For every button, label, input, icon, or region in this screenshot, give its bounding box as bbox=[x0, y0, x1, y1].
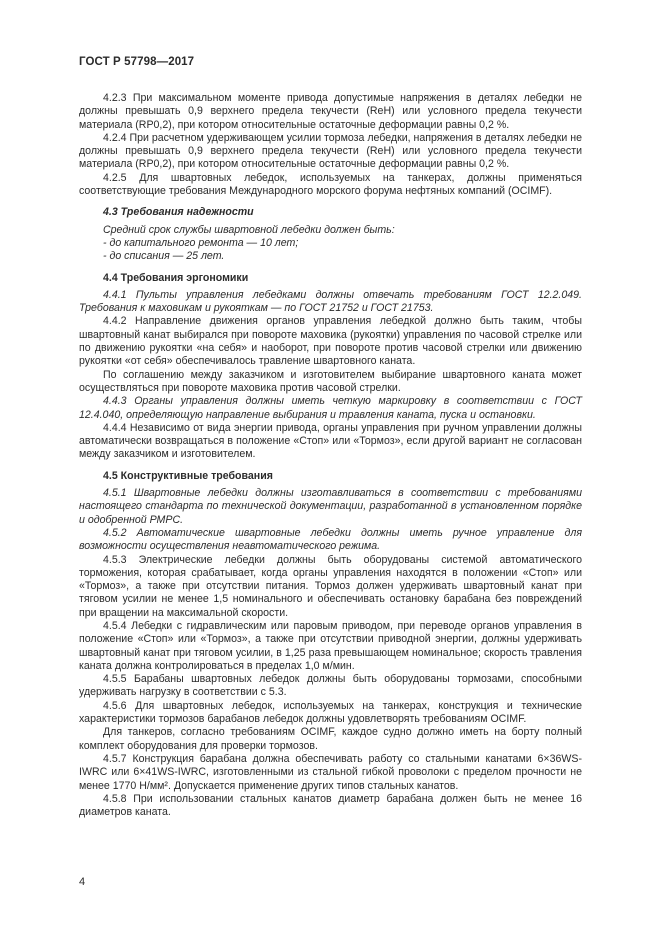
paragraph-4-5-8: 4.5.8 При использовании стальных канатов диаметр барабана должен быть не менее 16 диаметров каната. bbox=[79, 792, 582, 819]
list-item-capital-repair: - до капитального ремонта — 10 лет; bbox=[103, 236, 299, 249]
paragraph-4-2-5: 4.2.5 Для швартовных лебедок, используемых на танкерах, должны применяться соответствующие требования Международного морского форума нефтяных компаний (OCIMF). bbox=[79, 171, 582, 198]
paragraph-4-5-6-note: Для танкеров, согласно требованиям OCIMF, каждое судно должно иметь на борту полный комплект оборудования для проверки тормозов. bbox=[79, 726, 582, 752]
paragraph-4-5-6: 4.5.6 Для швартовных лебедок, используемых на танкерах, конструкция и технические характеристики тормозов барабанов лебедок должны удовлетворять требованиям OCIMF. bbox=[79, 699, 582, 726]
paragraph-4-2-3: 4.2.3 При максимальном моменте привода допустимые напряжения в деталях лебедки не должны превышать 0,9 верхнего предела текучести (ReH) или условного предела текучести материала (RP0,2), при котором относительные остаточные деформации равны 0,2 %. bbox=[79, 92, 582, 131]
paragraph-4-5-1: 4.5.1 Швартовные лебедки должны изготавливаться в соответствии с требованиями настоящего стандарта по технической документации, разработанной в установленном порядке и одобренной РМРС. bbox=[79, 487, 582, 526]
paragraph-4-4-3: 4.4.3 Органы управления должны иметь четкую маркировку в соответствии с ГОСТ 12.4.040, определяющую направление выбирания и травления каната, пуска и остановки. bbox=[79, 395, 582, 421]
paragraph-4-4-2: 4.4.2 Направление движения органов управления лебедкой должно быть таким, чтобы швартовный канат выбирался при повороте маховика (рукоятки) управления по часовой стрелке или по движению рукоятки «на себя» и наоборот, при повороте против часовой стрелки или движению рукоятки «от себя» обеспечивалось травление швартовного каната. bbox=[79, 315, 582, 368]
paragraph-4-4-4: 4.4.4 Независимо от вида энергии привода, органы управления при ручном управлении должны автоматически возвращаться в положение «Стоп» или «Тормоз», если другой вариант не согласован между заказчиком и изготовителем. bbox=[79, 421, 582, 461]
paragraph-4-5-4: 4.5.4 Лебедки с гидравлическим или паровым приводом, при переводе органов управления в положение «Стоп» или «Тормоз», а также при отсутствии приводной энергии, должны удерживать швартовный канат при тяговом усилии, в 1,25 раза превышающем номинальное; скорость травления каната должна контролироваться в пределах 1,0 м/мин. bbox=[79, 619, 582, 672]
section-heading-4-4: 4.4 Требования эргономики bbox=[103, 271, 249, 284]
paragraph-4-2-4: 4.2.4 При расчетном удерживающем усилии тормоза лебедки, напряжения в деталях лебедки не должны превышать 0,9 верхнего предела текучести (ReH) или условного предела текучести материала (RP0,2), при котором относительные остаточные деформации равны 0,2 %. bbox=[79, 131, 582, 171]
paragraph-4-5-2: 4.5.2 Автоматические швартовные лебедки должны иметь ручное управление для возможности осуществления неавтоматического режима. bbox=[79, 526, 582, 553]
paragraph-4-3-intro: Средний срок службы швартовной лебедки должен быть: bbox=[103, 223, 395, 236]
paragraph-4-5-3: 4.5.3 Электрические лебедки должны быть оборудованы системой автоматического торможения, которая срабатывает, когда органы управления находятся в положении «Стоп» или «Тормоз», а также при отсутствии питания. Тормоз должен удерживать швартовный канат при тяговом усилии не менее 1,5 номинального и обеспечивать остановку барабана без повреждений при вращении на максимальной скорости. bbox=[79, 553, 582, 619]
section-heading-4-5: 4.5 Конструктивные требования bbox=[103, 469, 273, 482]
paragraph-4-4-2-note: По соглашению между заказчиком и изготовителем выбирание швартовного каната может осуществляться при повороте маховика против часовой стрелки. bbox=[79, 368, 582, 394]
paragraph-4-5-5: 4.5.5 Барабаны швартовных лебедок должны быть оборудованы тормозами, способными удерживать нагрузку в соответствии с 5.3. bbox=[79, 673, 582, 699]
document-header: ГОСТ Р 57798—2017 bbox=[79, 56, 195, 68]
document-body bbox=[79, 92, 582, 819]
page-number: 4 bbox=[79, 876, 86, 888]
paragraph-4-4-1: 4.4.1 Пульты управления лебедками должны отвечать требованиям ГОСТ 12.2.049. Требования к маховикам и рукояткам — по ГОСТ 21752 и ГОСТ 21753. bbox=[79, 288, 582, 315]
section-heading-4-3: 4.3 Требования надежности bbox=[103, 206, 254, 219]
paragraph-4-5-7: 4.5.7 Конструкция барабана должна обеспечивать работу со стальными канатами 6×36WS-IWRC или 6×41WS-IWRC, изготовленными из стальной гибкой проволоки с пределом прочности не менее 1770 Н/мм². Допускается применение других типов стальных канатов. bbox=[79, 752, 582, 792]
list-item-decommission: - до списания — 25 лет. bbox=[103, 250, 225, 263]
